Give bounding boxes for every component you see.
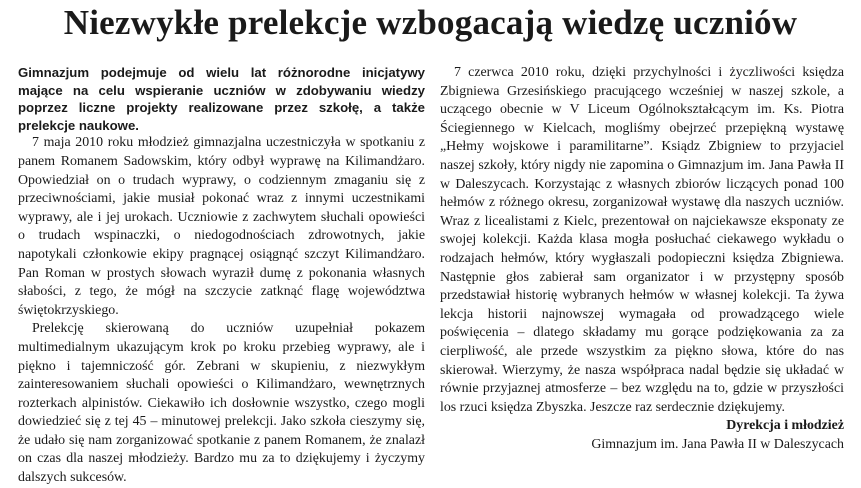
signature-line-2: Gimnazjum im. Jana Pawła II w Daleszycach [591, 436, 844, 452]
left-column [18, 64, 425, 488]
signature-line-1: Dyrekcja i młodzież [726, 418, 844, 434]
article-title: Niezwykłe prelekcje wzbogacają wiedzę uczniów [63, 3, 798, 42]
right-paragraph-1: 7 czerwca 2010 roku, dzięki przychylności i życzliwości księdza Zbigniewa Grzesińskiego pracującego wcześniej w naszej szkole, a uczącego obecnie w V Liceum Ogólnokształcącym im. Ks. Piotra Ściegiennego w Kielcach, mogliśmy obejrzeć przepiękną wystawę „Hełmy wojskowe i paramilitarne”. Ksiądz Zbigniew to przyjaciel naszej szkoły, który nigdy nie zapomina o Gimnazjum im. Jana Pawła II w Daleszycach. Korzystając z własnych zbiorów liczących ponad 100 hełmów z różnego okresu, zorganizował wystawę dla naszych uczniów. Wraz z licealistami z Kielc, prezentował on najciekawsze eksponaty ze swojej kolekcji. Każda klasa mogła posłuchać ciekawego wykładu o rodzajach hełmów, który wygłaszali podopieczni księdza Zbigniewa. Następnie głos zabierał sam organizator i w przystępny sposób przedstawiał historię wybranych hełmów w własnej kolekcji. Ta żywa lekcja historii najnowszej wymagała od prowadzącego wiele poświęcenia – dlatego składamy mu gorące podziękowania za za cierpliwość, ale przede wszystkim za piękno słowa, które do nas skierował. Wierzymy, że nasza współpraca nadal będzie się układać w równie przyjaznej atmosferze – bez względu na to, gdzie w przyszłości los rzuci księdza Zbyszka. Jeszcze raz serdecznie dziękujemy. [440, 65, 844, 415]
left-paragraph-2: Prelekcję skierowaną do uczniów uzupełniał pokazem multimedialnym ukazującym krok po kroku przebieg wyprawy, ale i piękno i tajemniczość gór. Zebrani w skupieniu, z niezwykłym zainteresowaniem słuchali opowieści o Kilimandżaro, wewnętrznych rozterkach alpinistów. Ciekawiło ich dosłownie wszystko, czego mogli dowiedzieć się z tej 45 – minutowej prelekcji. Jako szkoła cieszymy się, że udało się nam zorganizować spotkanie z panem Romanem, że znalazł on czas dla naszej młodzieży. Bardzo mu za to dziękujemy i życzymy dalszych sukcesów. [18, 321, 425, 486]
article-lead: Gimnazjum podejmuje od wielu lat różnorodne inicjatywy mające na celu wspieranie uczniów w zdobywaniu wiedzy poprzez liczne projekty realizowane przez szkołę, a także prelekcje naukowe. [18, 65, 425, 133]
right-column [440, 64, 844, 454]
left-paragraph-1: 7 maja 2010 roku młodzież gimnazjalna uczestniczyła w spotkaniu z panem Romanem Sadowskim, który odbył wyprawę na Kilimandżaro. Opowiedział on o trudach wyprawy, o codziennym zmaganiu się z przeciwnościami, jakie musiał pokonać wraz z innymi uczestnikami wyprawy, ale i jej urokach. Uczniowie z zachwytem słuchali opowieści o trudach wspinaczki, o niedogodnościach zdrowotnych, jakie napotykali członkowie ekipy pragnącej osiągnąć szczyt Kilimandżaro. Pan Roman w prostych słowach wyraził dumę z pokonania własnych słabości, z tego, że mógł na szczycie zatknąć flagę województwa świętokrzyskiego. [18, 135, 425, 318]
